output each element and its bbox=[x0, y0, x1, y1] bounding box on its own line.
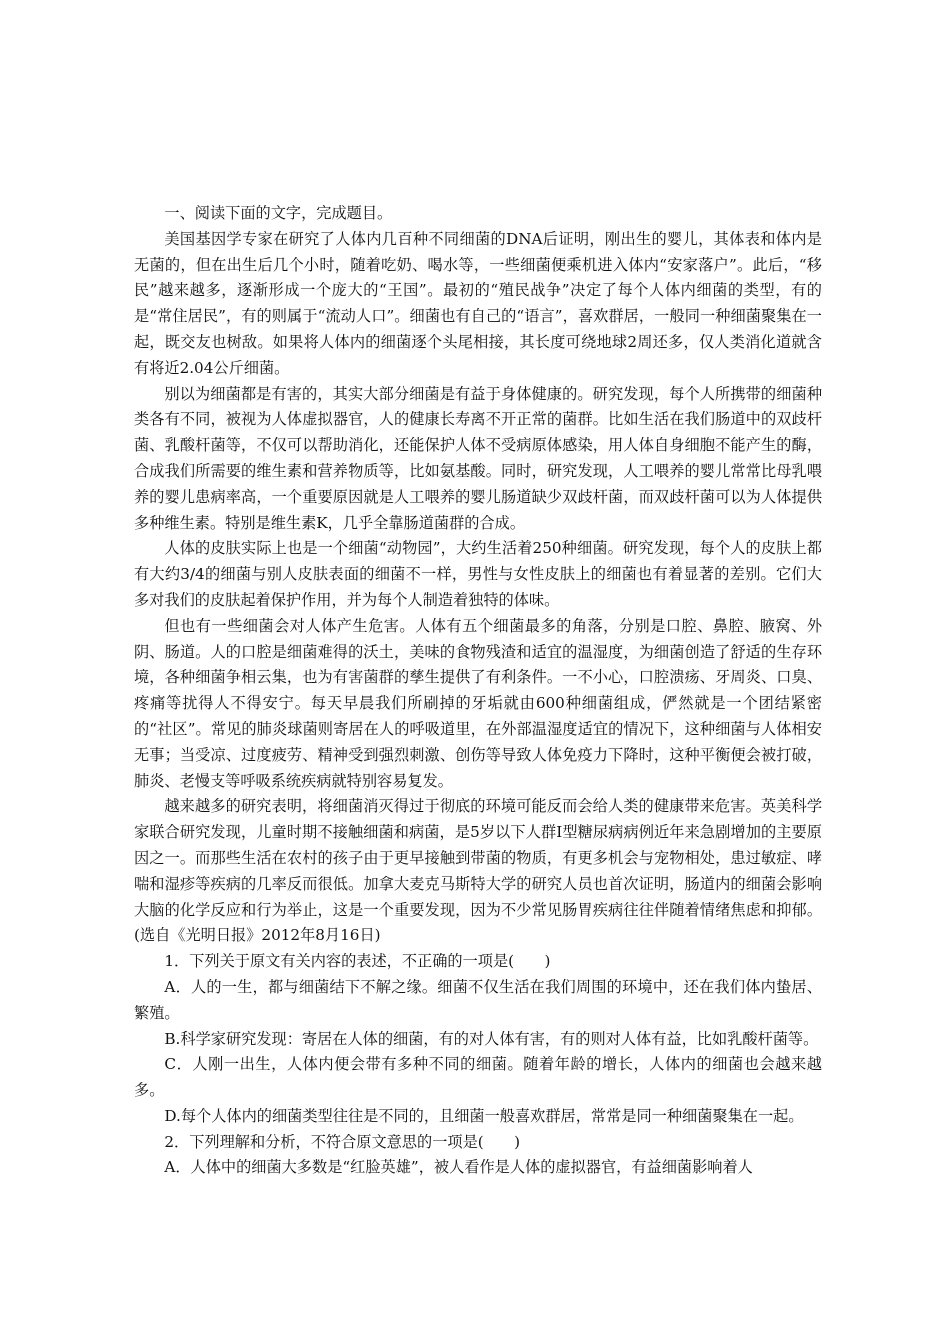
question-1-stem: 1．下列关于原文有关内容的表述，不正确的一项是( ) bbox=[164, 952, 551, 971]
passage-paragraph-4: 但也有一些细菌会对人体产生危害。人体有五个细菌最多的角落，分别是口腔、鼻腔、腋窝、外阴、肠道。人的口腔是细菌难得的沃土，美味的食物残渣和适宜的温湿度，为细菌创造了舒适的生存环境，各种细菌争相云集，也为有害菌群的孳生提供了有利条件。一不小心，口腔溃疡、牙周炎、口臭、疼痛等扰得人不得安宁。每天早晨我们所刷掉的牙垢就由600种细菌组成，俨然就是一个团结紧密的“社区”。常见的肺炎球菌则寄居在人的呼吸道里，在外部温湿度适宜的情况下，这种细菌与人体相安无事；当受凉、过度疲劳、精神受到强烈刺激、创伤等导致人体免疫力下降时，这种平衡便会被打破，肺炎、老慢支等呼吸系统疾病就特别容易复发。 bbox=[134, 616, 822, 790]
question-1-option-d: D.每个人体内的细菌类型往往是不同的，且细菌一般喜欢群居，常常是同一种细菌聚集在一起。 bbox=[164, 1106, 804, 1125]
document-body bbox=[134, 201, 822, 1181]
passage-paragraph-2: 别以为细菌都是有害的，其实大部分细菌是有益于身体健康的。研究发现，每个人所携带的细菌种类各有不同，被视为人体虚拟器官，人的健康长寿离不开正常的菌群。比如生活在我们肠道中的双歧杆菌、乳酸杆菌等，不仅可以帮助消化，还能保护人体不受病原体感染，用人体自身细胞不能产生的酶，合成我们所需要的维生素和营养物质等，比如氨基酸。同时，研究发现，人工喂养的婴儿常常比母乳喂养的婴儿患病率高，一个重要原因就是人工喂养的婴儿肠道缺少双歧杆菌，而双歧杆菌可以为人体提供多种维生素。特别是维生素K，几乎全靠肠道菌群的合成。 bbox=[134, 384, 822, 532]
passage-paragraph-3: 人体的皮肤实际上也是一个细菌“动物园”，大约生活着250种细菌。研究发现，每个人的皮肤上都有大约3/4的细菌与别人皮肤表面的细菌不一样，男性与女性皮肤上的细菌也有着显著的差别。它们大多对我们的皮肤起着保护作用，并为每个人制造着独特的体味。 bbox=[134, 539, 822, 609]
question-1-option-a: A．人的一生，都与细菌结下不解之缘。细菌不仅生活在我们周围的环境中，还在我们体内蛰居、繁殖。 bbox=[134, 977, 822, 1022]
section-heading: 一、阅读下面的文字，完成题目。 bbox=[164, 204, 393, 222]
passage-paragraph-5: 越来越多的研究表明，将细菌消灭得过于彻底的环境可能反而会给人类的健康带来危害。英美科学家联合研究发现，儿童时期不接触细菌和病菌，是5岁以下人群Ⅰ型糖尿病病例近年来急剧增加的主要原因之一。而那些生活在农村的孩子由于更早接触到带菌的物质，有更多机会与宠物相处，患过敏症、哮喘和湿疹等疾病的几率反而很低。加拿大麦克马斯特大学的研究人员也首次证明，肠道内的细菌会影响大脑的化学反应和行为举止，这是一个重要发现，因为不少常见肠胃疾病往往伴随着情绪焦虑和抑郁。 (选自《光明日报》2012年8月16日) bbox=[134, 797, 822, 945]
question-2-stem: 2．下列理解和分析，不符合原文意思的一项是( ) bbox=[164, 1132, 521, 1151]
passage-paragraph-1: 美国基因学专家在研究了人体内几百种不同细菌的DNA后证明，刚出生的婴儿，其体表和体内是无菌的，但在出生后几个小时，随着吃奶、喝水等，一些细菌便乘机进入体内“安家落户”。此后，“移民”越来越多，逐渐形成一个庞大的“王国”。最初的“殖民战争”决定了每个人体内细菌的类型，有的是“常住居民”，有的则属于“流动人口”。细菌也有自己的“语言”，喜欢群居，一般同一种细菌聚集在一起，既交友也树敌。如果将人体内的细菌逐个头尾相接，其长度可绕地球2周还多，仅人类消化道就含有将近2.04公斤细菌。 bbox=[134, 229, 822, 377]
question-2-option-a: A．人体中的细菌大多数是“红脸英雄”，被人看作是人体的虚拟器官，有益细菌影响着人 bbox=[164, 1158, 753, 1177]
question-1-option-c: C．人刚一出生，人体内便会带有多种不同的细菌。随着年龄的增长，人体内的细菌也会越来越多。 bbox=[134, 1055, 822, 1100]
question-1-option-b: B.科学家研究发现：寄居在人体的细菌，有的对人体有害，有的则对人体有益，比如乳酸杆菌等。 bbox=[164, 1029, 819, 1048]
